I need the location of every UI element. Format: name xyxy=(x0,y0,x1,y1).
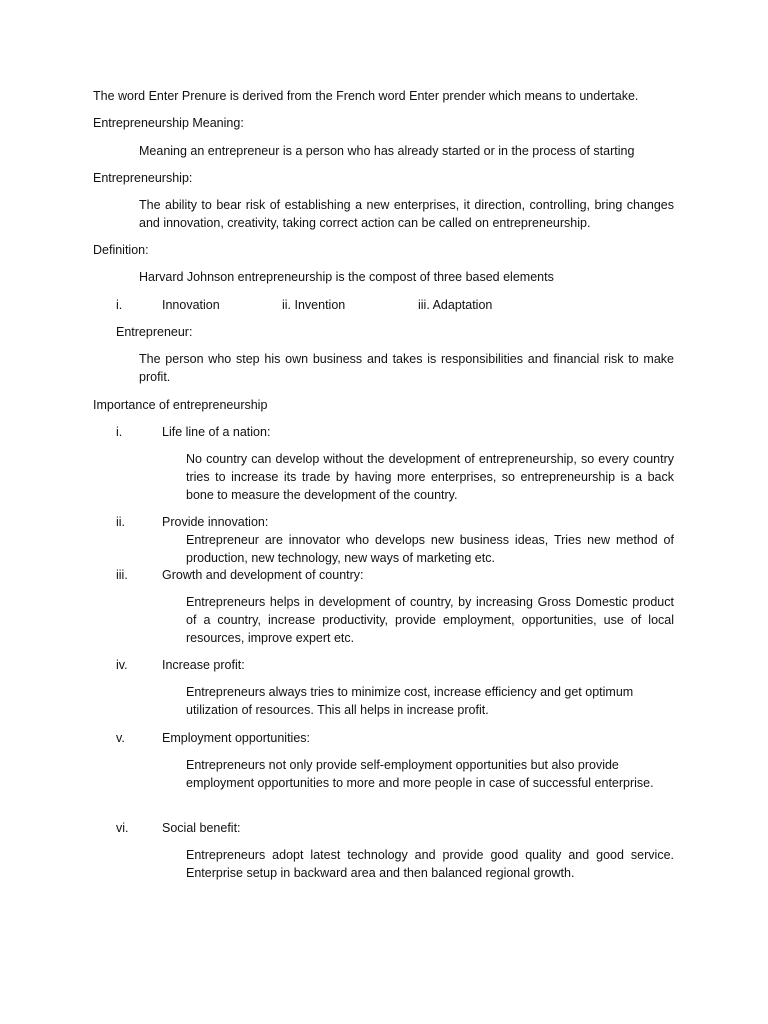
list-item-title: Provide innovation: xyxy=(162,515,269,529)
list-item-body: Entrepreneurs not only provide self-employment opportunities but also provide employment opportunities to more and more people in case of successful enterprise. xyxy=(186,758,654,790)
intro-text: The word Enter Prenure is derived from the French word Enter prender which means to undertake. xyxy=(93,89,639,103)
list-item-title: Employment opportunities: xyxy=(162,731,310,745)
list-item-title: Increase profit: xyxy=(162,658,245,672)
importance-heading: Importance of entrepreneurship xyxy=(93,398,268,412)
definition-heading: Definition: xyxy=(93,243,149,257)
list-item-numeral: i. xyxy=(116,425,123,439)
list-item-title: Growth and development of country: xyxy=(162,568,364,582)
list-item-numeral: iv. xyxy=(116,658,128,672)
meaning-text: Meaning an entrepreneur is a person who has already started or in the process of starting xyxy=(139,144,635,158)
list-item-numeral: vi. xyxy=(116,821,129,835)
element-invention: ii. Invention xyxy=(282,298,346,312)
entrepreneurship-text: The ability to bear risk of establishing a new enterprises, it direction, controlling, bring changes and innovation, creativity, taking correct action can be called on entrepreneurship. xyxy=(139,198,674,230)
list-item-body: No country can develop without the development of entrepreneurship, so every country tries to increase its trade by having more enterprises, so entrepreneurship is a back bone to measure the development of the country. xyxy=(186,452,674,502)
meaning-heading: Entrepreneurship Meaning: xyxy=(93,116,244,130)
entrepreneur-text: The person who step his own business and takes is responsibilities and financial risk to make profit. xyxy=(139,352,674,384)
list-item-numeral: v. xyxy=(116,731,125,745)
list-item-title: Social benefit: xyxy=(162,821,241,835)
element-adaptation: iii. Adaptation xyxy=(418,298,493,312)
list-item-title: Life line of a nation: xyxy=(162,425,271,439)
list-item-body: Entrepreneurs always tries to minimize cost, increase efficiency and get optimum utilization of resources. This all helps in increase profit. xyxy=(186,685,634,717)
list-item-body: Entrepreneurs helps in development of country, by increasing Gross Domestic product of a country, increase productivity, provide employment, opportunities, use of local resources, improve expert etc. xyxy=(186,595,674,645)
entrepreneur-heading: Entrepreneur: xyxy=(116,325,193,339)
element-innovation: Innovation xyxy=(162,298,220,312)
list-item-body: Entrepreneur are innovator who develops new business ideas, Tries new method of production, new technology, new ways of marketing etc. xyxy=(186,533,674,565)
entrepreneurship-heading: Entrepreneurship: xyxy=(93,171,193,185)
list-item-body: Entrepreneurs adopt latest technology and provide good quality and good service. Enterprise setup in backward area and then balanced regional growth. xyxy=(186,848,674,880)
list-item-numeral: iii. xyxy=(116,568,128,582)
list-item-numeral: ii. xyxy=(116,515,126,529)
definition-text: Harvard Johnson entrepreneurship is the compost of three based elements xyxy=(139,270,554,284)
elements-numeral: i. xyxy=(116,298,123,312)
